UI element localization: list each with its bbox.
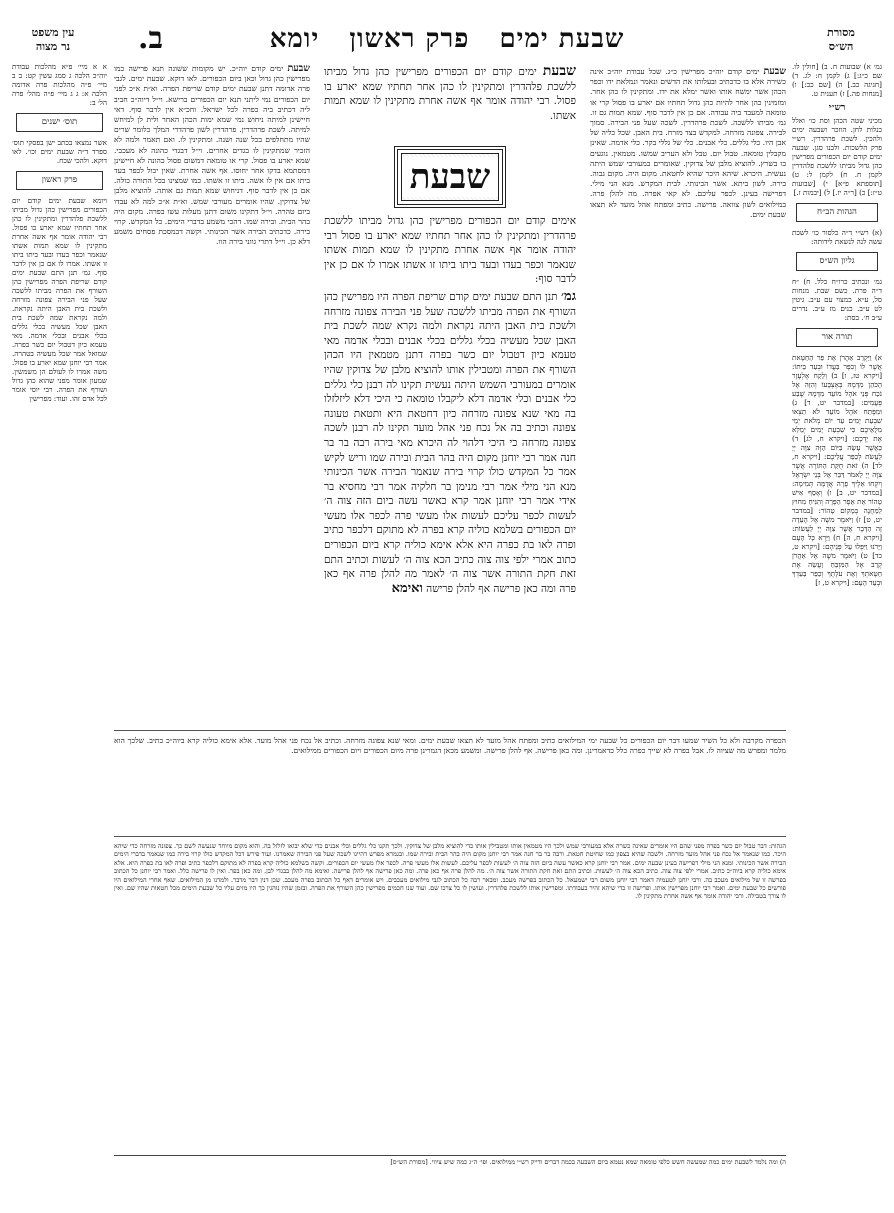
mishnah-text: אימים קודם יום הכפורים מפרישין כהן גדול מביתו ללשכת פרהדרין ומתקינין לו כהן אחר תחתיו שמא יארע בו פסול רבי יהודה אומר אף אשה אחרת מתקינין לו שמא תמות אשתו שנאמר וכפר בעדו ובעד ביתו ביתו זו אשתו אמרו לו אם כן אין לדבר סוף: xyxy=(324,215,576,286)
notes-section xyxy=(114,842,786,1152)
gemara-abbrev: גמ׳ xyxy=(561,288,576,304)
gemara-catchword: ואימא xyxy=(391,580,423,596)
rashi-opening-word: שבעת xyxy=(763,66,786,77)
ein-mishpat-column xyxy=(12,62,107,1172)
torah-or-box: תורה אור xyxy=(796,328,878,347)
footnote-text: ה) ומה נלמד לשבעת ימים כמה שמעשה חשש כלפי טומאה שמא נטמא ביום השבעה בכמה דברים ודייק רש״י ממילואים. ופי׳ ה״ג כמה שיש ציווי. [מסורת הש״ס] xyxy=(390,1158,786,1166)
masoret-hashas-column xyxy=(792,62,882,1172)
rashi-text: ימים קודם יוה״כ מפרישין כ״ג. שכל עבודת יוה״כ אינה כשירה אלא בו כדכתיב ובעלותו את הדשים ונאמר ונמלאת ידו וכפר הכהן אשר ימשח אותו ואשר ימלא את ידו. ומתקינין לו כהן אחר. ומזמינין כהן אחר להיות כהן גדול תחתיו אם יארע בו פסול קרי או טומאה למעבד ביה עבודה. אם כן אין לדבר סוף. שמא תמות גם זו. גמ׳ מביתו ללשכה. לשכת פרהדרין. לשכה שעל פני הבירה. סמוך לבירה. צפונה מזרחה. למקדש בצד מזרח. בית האבן. שכל כליה של אבן היו. כלי גללים. כלי אבנים. כלי של גללי בקר. כלי אדמה. שאינן מקבלין טומאה. טבול יום. טבל ולא העריב שמשו. מטמאין. נוגעים בו בשרץ. להוציא מלבן של צדוקין. שאומרים במעורבי שמש היתה נעשית. היכרא. שיהא היכר שהיא לחטאת. מקום היה. מקום גבוה. בירה. לשון ביתא. אשר הכינותי. לבית המקדש. מנא הני מילי. דפרישה בעינן. לכפר עליכם. לא קאי אפרה. מה להלן פרה. במילואים לשון צוואה. פרישה. כתיב ומפתח אהל מועד לא תצאו שבעת ימים. xyxy=(590,67,786,219)
ein-mishpat-label: עין משפט נר מצוה xyxy=(31,26,75,53)
masoret-refs: גמ׳ א) שבועות ח. ב) [חולין לו. שם כ״ג:] ג) לקמן ח: לג. ד) [חגיגה כב.] ה) [שם כב:] ו) [מנחות פה.] ז) תענית ט. xyxy=(792,62,882,98)
masoret-hashas-label: מסורת הש״ס xyxy=(827,26,855,53)
notes-text: הגהות: דבר טבול יום כשר בפרה מפני שהם היו אומרים שאינה כשרה אלא במעורבי שמש ולכך היו מטמאין אותו ומטבילין אותו כדי להוציא מלבן של צדוקין. ולכך תקנו כלי גללים וכלי אבנים כדי שלא יבואו לזלזל בה. והוא מקום מיוחד שנעשה לשם כך. צפונה מזרחה כדי שיהא היכר. כמו שנאמר אל נכח פני אהל מועד מזרחה. ולשכה שהיא בצפון כמו שחיטת חטאת. ורבה בר בר חנה אמר רבי יוחנן מקום היה בהר הבית ובירה שמו. ובגמרא מפרש דהיינו לשכה שעל פני הבירה שאמרנו. ועוד פירש דכל המקדש כולו קרוי בירה כמו שנאמר בדברי הימים הבירה אשר הכינותי. ומנא הני מילי דפרישה בעינן שבעה ימים. אמר רבי יוחנן קרא כאשר עשה ביום הזה צוה ה׳ לעשות לכפר עליכם. לעשות אלו מעשי פרה. לכפר אלו מעשי יום הכפורים. וקשה בשלמא כוליה קרא בפרה לא מתוקם דלכפר כתיב ופרה לאו בת כפרה היא. אלא אימא כוליה קרא ביוה״כ כתיב. אמרי ילפי צוה צוה. כתיב הכא צוה ה׳ לעשות. וכתיב התם זאת חקת התורה אשר צוה ה׳. מה להלן פרה אף כאן פרה. ומה כאן פרישה אף להלן פרישה. ואימא מה להלן בבגדי לבן. ומה כאן בפר. ואין לו פרישה כלל. ואמר רבי יוחנן כל הכתוב בפרשה זו של מילואים מעכב בה. ורבי יוחנן לטעמיה דאמר רבי יוחנן משום רבי ישמעאל. כל הכתוב בפרשה מעכב. ומבאר רבה כל הכתוב לגבי מילואים מעכבים. ויש אומרים דאף כל הכתוב בפרה מעכב. שכן דנין דבר מדבר. ולמדנו מן המילואים. שאף אחרי המילואים היו פורשים כל שבעת ימים. ואמר רבי יוחנן מפרישין אותו. ופרישה זו כדי שיהא זהיר בעבודתו. ומפרישין אותו ללשכת פלהדרין. ועושין לו כל צרכו שם. ועוד שנו חכמים מפרישין כהן השורף את הפרה. ובזמן שהיו נוהגין כך היו מזים עליו כל שבעת הימים מכל חטאות שהיו שם. ואין לו צורך בטבילה. ורבי יהודה אומר אף אשה אחרת מתקינין לו. xyxy=(114,842,786,901)
perek-rishon-text: ויומא שבעת ימים קודם יום הכפורים מפרישין כהן גדול מביתו ללשכת פלהדרין ומתקינין לו כהן אחר תחתיו שמא יארע בו פסול. רבי יהודה אומר אף אשה אחרת מתקינין לו שמא תמות אשתו שנאמר וכפר בעדו ובעד ביתו ביתו זו אשתו. אמרו לו אם כן אין לדבר סוף. גמ׳ תנן התם שבעת ימים קודם שריפת הפרה מפרישין כהן השורף את הפרה מביתו ללשכה שעל פני הבירה צפונה מזרחה ולשכת בית האבן היתה נקראת. ולמה נקראת שמה לשכת בית האבן שכל מעשיה בכלי גללים בכלי אבנים ובכלי אדמה. מאי טעמא כיון דטבול יום כשר בפרה. שמואל אמר שכל מעשיה בטהרה. אמר רבי יוחנן שמא יארע בו פסול. משה אמרו לו לעולם הן משמשין. שמעון אומר מפני שהוא כהן גדול ושורף את הפרה. רבי יוסי אומר לכל אדם זהו. ועוד: מפרישין xyxy=(12,196,107,403)
chapter-number: פרק ראשון xyxy=(349,24,470,54)
gemara-passage xyxy=(324,290,576,596)
tosafot-text: ימים קודם יוה״כ. יש מקומות ששונה תנא פרישה כמו מפרישין כהן גדול וכאן ביום הכפורים. לאו דוקא. שבעת ימים. לגבי פרה אדומה דתנן שבעת ימים קודם שריפת הפרה. וא״ת א״כ לפני יום הכפורים נמי ליתני תנא יום הכפורים ברישא. וי״ל דיוה״כ חביב ליה דכתיב ביה כפרה לכל ישראל. וחכ״א אין לדבר סוף. דאי חיישינן למיתה ניחוש נמי שמא ימות הכהן האחר ולית לן למיחש למיתה. לשכת פרהדרין. פרהדרין לשון פרהדרי המלך כלומר שרים שהיו מתחלפים בכל שנה ושנה. ומתקינין לו. ואם תאמר ולמה לא הזכיר שמתקינין לו בגדים אחרים. וי״ל דבגדי כהונה לא מעכבי. שמא יארע בו פסול. קרי או טומאה דמשום פסול כהונה לא חיישינן דמסתמא בדקו אחר יחוסו. אף אשה אחרת. שאין יכול לכפר בעד ביתו אם אין לו אשה. ביתו זו אשתו. כמו שמצינו בכל התורה כולה. אם כן אין לדבר סוף. דניחוש שמא תמות גם אותה. להוציא מלבן של צדוקין. שהיו אומרים מעורבי שמש. וא״ת א״כ למה לא עבדו ביום טהרה. וי״ל דתקינו משום דתנן מעלות עשו בפרה. מקום היה בהר הבית. ובירה שמו. דהכי משמע בדברי הימים. כל המקדש. קרוי בירה. כדכתיב הבירה אשר הכינותי. וקשה דבמסכת פסחים משמע דלא כן. וי״ל דתרי גווני בירה הוו. xyxy=(114,64,310,247)
tosafot-commentary xyxy=(114,64,310,724)
rashi-margin-heading: רש״י xyxy=(828,103,846,113)
divider-rule-2 xyxy=(114,836,786,837)
gilyon-hashas-box: גליון הש״ס xyxy=(796,252,878,271)
mishnah-opening-text: ימים קודם יום הכפורים מפרישין כהן גדול מביתו ללשכת פלהדרין ומתקינין לו כהן אחר תחתיו שמא יארע בו פסול. רבי יהודה אומר אף אשה אחרת מתקינין לו שמא תמות אשתו. xyxy=(324,66,576,122)
footnote xyxy=(114,1155,786,1169)
commentary-continuation xyxy=(114,736,786,832)
commentary-continuation-text: הכפרה מקרבה ולא כל השיר שמעו דבר יום הכפורים כל שבעה ימי המילואים כתיב ומפתח אהל מועד לא תצאו שבעת ימים. ומאי שנא צפונה מזרחה. וכתיב אל נכח פני אהל מועד. אלא אימא כוליה קרא ביוה״כ כתיב. שלכך הוא מלמד ומפרש מה שציוה לו. אבל בפרה לא שייך כפרה כלל כדאמרינן. ומה כאן פרישה. אף להלן פרישה. ומשמע מכאן דגמרינן פרה מיום הכפורים ויום הכפורים ממילואים. xyxy=(114,736,786,756)
gemara-text xyxy=(324,214,576,724)
gemara-body: תנן התם שבעת ימים קודם שריפת הפרה היו מפרישין כהן השורף את הפרה מביתו ללשכה שעל פני הבירה צפונה מזרחה ולשכת בית האבן היתה נקראת ולמה נקרא שמה לשכת בית האבן שכל מעשיה בכלי גללים בכלי אבנים ובכלי אדמה מאי טעמא כיון דטבול יום כשר בפרה דתנן מטמאין היו הכהן השורף את הפרה ומטבילין אותו להוציא מלבן של צדוקין שהיו אומרים במעורבי השמש היתה נעשית תקינו לה רבנן כלי גללים כלי אבנים וכלי אדמה דלא ליקבלו טומאה כי היכי דלא ליזלזלו בה מאי שנא צפונה מזרחה כיון דחטאת היא ותטאת טעונה צפונה וכתיב בה אל נכח פני אהל מועד תקינו לה רבנן לשכה צפונה מזרחה כי היכי דלהוי לה היכרא מאי בירה רבה בר בר חנה אמר רבי יוחנן מקום היה בהר הבית ובירה שמו וריש לקיש אמר כל המקדש כולו קרוי בירה שנאמר הבירה אשר הכינותי מנא הני מילי אמר רבי מנימן בר חלקיה אמר רבי מחסיא בר אידי אמר רבי יוחנן אמר קרא כאשר עשה ביום הזה צוה ה׳ לעשות לכפר עליכם לעשות אלו מעשי פרה לכפר אלו מעשי יום הכפורים בשלמא כוליה קרא בפרה לא מתוקם דלכפר כתיב ופרה לאו בת כפרה היא אלא אימא כוליה קרא ביום הכפורים כתוב אמרי ילפי צוה צוה כתיב הכא צוה ה׳ לעשות וכתיב התם זאת חקת התורה אשר צוה ה׳ לאמר מה להלן פרה אף כאן פרה ומה כאן פרישה אף להלן פרישה xyxy=(324,290,576,595)
tosafot-yeshanim-text: אשר נמצאו בכתב ישן בפסקי תוס׳ ספרד ד״ה שבעת ימים וכו׳. לאו דוקא. ולהכי שכח. xyxy=(12,138,107,165)
tractate-name: יומא xyxy=(269,24,320,54)
mishnah-opening xyxy=(324,64,576,144)
title-frame-inner xyxy=(401,153,499,201)
divider-rule xyxy=(114,730,786,731)
hagahot-habach-text: (א) רש״י ד״ה כלסור כו׳ לשכת עשה לנה לנשאת לידותה: xyxy=(792,228,882,246)
masoret-refs-2: מכיני שטה הכהן וסת כו׳ ואלל כנלות לחן. הוזכר ושבעה ימים ולהכין. לשכת פרהדרין. רש״י פרק הלשכות. ולבנו סגן. שבעה ימים קודם יום הכפורים מפרישין כהן גדול מביתו ללשכת פלהדרין לקמן ח. ח) לקמן ל: ט) [תוספתא פ״א] י) [שבועות ט״ז:] כ) [ר״ה יז.] ל) [יבמות ז.] xyxy=(792,116,882,197)
perek-rishon-box: פרק ראשון xyxy=(16,171,103,190)
main-text-area xyxy=(114,64,786,1169)
folio-number: ב. xyxy=(138,21,163,56)
chapter-name: שבעת ימים xyxy=(499,24,625,54)
page-header xyxy=(18,22,876,66)
tosafot-yeshanim-box: תוס׳ ישנים xyxy=(16,113,103,132)
opening-word-shivat: שבעת xyxy=(402,157,498,197)
decorative-title-frame xyxy=(394,146,506,208)
gilyon-hashas-text: גמ׳ ונכתיב כרו״ח כלל. ח) ״ח ד״ה פרת. כשם שבת. מנחות סל, ע״א. כמצוי עם ע״ב. גיטין לט ע״ב. כנים מז ע״ב. נדרים ע״ב ח׳. בסת: xyxy=(792,277,882,322)
running-title xyxy=(138,22,756,56)
mishnah-opening-word: שבעת xyxy=(542,64,576,79)
hagahot-habach-box: הגהות הב״ח xyxy=(796,203,878,222)
ein-mishpat-refs: א א מיי׳ פ״א מהלכות עבודת יוה״כ הלכה ג סמג עשין קט: ב ב מיי׳ פ״ה מהלכות פרה אדומה הלכה א: ג ג מיי׳ פ״ה מהל׳ פרה הל׳ ב: xyxy=(12,62,107,107)
rashi-commentary xyxy=(590,64,786,724)
tosafot-opening-word: שבעת xyxy=(287,64,310,74)
torah-or-text: א) וַיַּקְרֵב אַהֲרֹן אֶת פַּר הַחַטָּאת אֲשֶׁר לוֹ וְכִפֶּר בַּעֲדוֹ וּבְעַד בֵּיתוֹ: [ויקרא טז, ו] ב) וְלָקַח אֶלְעָזָר הַכֹּהֵן מִדָּמָהּ בְּאֶצְבָּעוֹ וְהִזָּה אֶל נֹכַח פְּנֵי אֹהֶל מוֹעֵד מִדָּמָהּ שֶׁבַע פְּעָמִים: [במדבר יט, ד] ג) וּמִפֶּתַח אֹהֶל מוֹעֵד לֹא תֵצְאוּ שִׁבְעַת יָמִים עַד יוֹם מְלֹאת יְמֵי מִלֻּאֵיכֶם כִּי שִׁבְעַת יָמִים יְמַלֵּא אֶת יֶדְכֶם: [ויקרא ח, לג] ד) כַּאֲשֶׁר עָשָׂה בַּיּוֹם הַזֶּה צִוָּה יְיָ לַעֲשֹׂת לְכַפֵּר עֲלֵיכֶם: [ויקרא ח, לד] ה) זֹאת חֻקַּת הַתּוֹרָה אֲשֶׁר צִוָּה יְיָ לֵאמֹר דַּבֵּר אֶל בְּנֵי יִשְׂרָאֵל וְיִקְחוּ אֵלֶיךָ פָרָה אֲדֻמָּה תְּמִימָה: [במדבר יט, ב] ו) וְאָסַף אִישׁ טָהוֹר אֵת אֵפֶר הַפָּרָה וְהִנִּיחַ מִחוּץ לַמַּחֲנֶה בְּמָקוֹם טָהוֹר: [במדבר יט, ט] ז) וַיֹּאמֶר משֶׁה אֶל הָעֵדָה זֶה הַדָּבָר אֲשֶׁר צִוָּה יְיָ לַעֲשׂוֹת: [ויקרא ח, ה] ח) וַיַּרְא כָּל הָעָם וַיָּרֹנּוּ וַיִּפְּלוּ עַל פְּנֵיהֶם: [ויקרא ט, כד] ט) וַיֹּאמֶר משֶׁה אֶל אַהֲרֹן קְרַב אֶל הַמִּזְבֵּחַ וַעֲשֵׂה אֶת חַטָּאתְךָ וְאֶת עֹלָתֶךָ וְכַפֵּר בַּעַדְךָ וּבְעַד הָעָם: [ויקרא ט, ז] xyxy=(792,353,882,587)
